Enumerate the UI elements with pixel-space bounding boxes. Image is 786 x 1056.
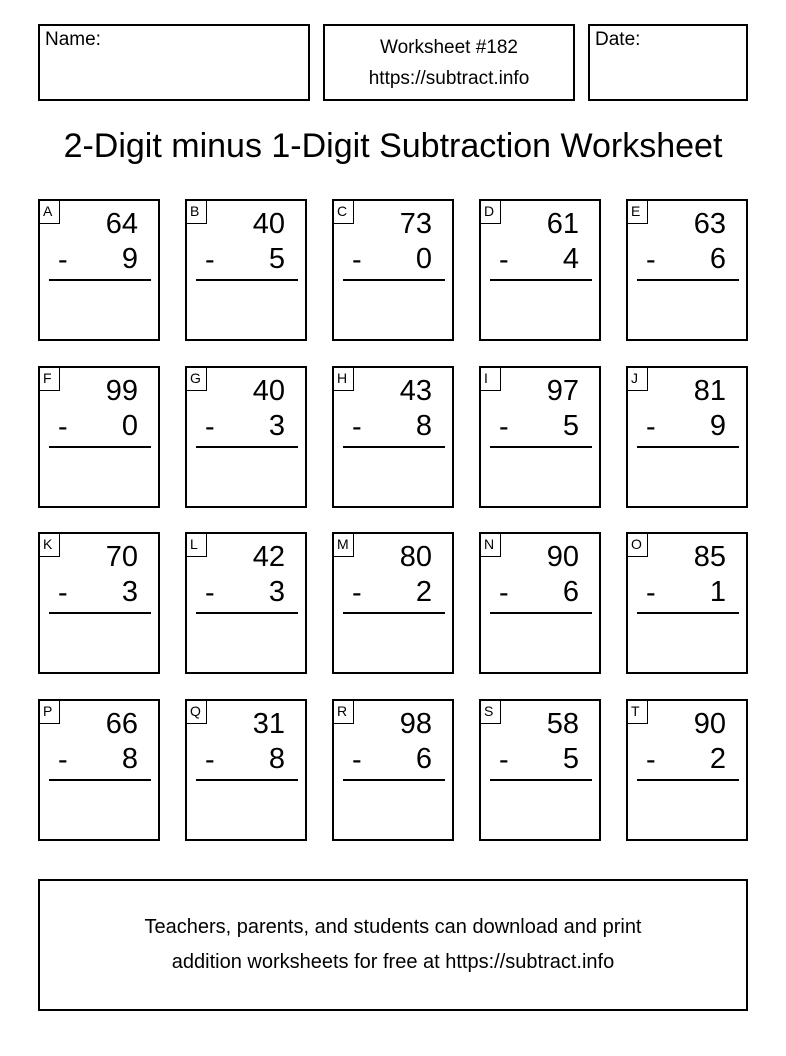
minus-sign: - [646,577,656,609]
minuend: 73 [399,208,432,240]
minuend: 63 [693,208,726,240]
subtrahend: 3 [268,576,285,608]
minus-sign: - [205,244,215,276]
problem-letter: Q [187,701,207,724]
page-title: 2-Digit minus 1-Digit Subtraction Worksheet [63,127,723,165]
subtrahend: 3 [121,576,138,608]
problem-letter: S [481,701,501,724]
subtrahend: 6 [415,743,432,775]
problem-letter: O [628,534,648,557]
footer-line-1: Teachers, parents, and students can download and print [144,916,642,938]
answer-line [637,279,739,281]
subtrahend: 8 [121,743,138,775]
problem-letter: R [334,701,354,724]
problem-letter: K [40,534,60,557]
name-label: Name: [45,29,101,50]
minuend: 58 [546,708,579,740]
problem-letter: B [187,201,207,224]
problem-card [479,366,601,508]
subtrahend: 5 [268,243,285,275]
minuend: 85 [693,541,726,573]
minus-sign: - [205,577,215,609]
answer-line [637,446,739,448]
answer-line [196,779,298,781]
minus-sign: - [646,244,656,276]
minuend: 42 [252,541,285,573]
worksheet-url: https://subtract.info [368,68,530,89]
minuend: 97 [546,375,579,407]
minus-sign: - [352,577,362,609]
footer-box [38,879,748,1011]
answer-line [343,779,445,781]
subtrahend: 2 [415,576,432,608]
minus-sign: - [58,577,68,609]
problem-letter: C [334,201,354,224]
minus-sign: - [58,744,68,776]
minuend: 64 [105,208,138,240]
answer-line [196,612,298,614]
subtrahend: 6 [709,243,726,275]
problem-letter: N [481,534,501,557]
problem-letter: L [187,534,207,557]
answer-line [49,279,151,281]
answer-line [196,446,298,448]
answer-line [343,612,445,614]
minus-sign: - [499,744,509,776]
problem-card [626,699,748,841]
subtrahend: 0 [121,410,138,442]
problem-card [38,366,160,508]
problem-letter: D [481,201,501,224]
problem-letter: J [628,368,648,391]
answer-line [490,279,592,281]
answer-line [49,612,151,614]
minuend: 40 [252,375,285,407]
problem-card [626,532,748,674]
minus-sign: - [352,411,362,443]
problem-letter: A [40,201,60,224]
answer-line [637,779,739,781]
minuend: 66 [105,708,138,740]
date-label: Date: [595,29,641,50]
minuend: 43 [399,375,432,407]
subtrahend: 5 [562,410,579,442]
answer-line [343,446,445,448]
subtrahend: 9 [121,243,138,275]
subtrahend: 9 [709,410,726,442]
problem-card [479,532,601,674]
problem-card [38,699,160,841]
problem-card [38,532,160,674]
problem-card [479,199,601,341]
problem-card [185,366,307,508]
subtrahend: 6 [562,576,579,608]
subtrahend: 3 [268,410,285,442]
subtrahend: 5 [562,743,579,775]
problem-card [332,366,454,508]
minus-sign: - [499,244,509,276]
answer-line [196,279,298,281]
problem-card [185,199,307,341]
worksheet-number: Worksheet #182 [379,37,518,58]
problem-card [626,366,748,508]
problem-card [332,532,454,674]
problem-card [479,699,601,841]
minuend: 40 [252,208,285,240]
minus-sign: - [499,577,509,609]
subtrahend: 2 [709,743,726,775]
problem-card [332,699,454,841]
minuend: 70 [105,541,138,573]
subtrahend: 8 [415,410,432,442]
minus-sign: - [352,744,362,776]
problem-card [185,532,307,674]
subtrahend: 1 [709,576,726,608]
minus-sign: - [205,411,215,443]
problem-letter: H [334,368,354,391]
minus-sign: - [646,744,656,776]
minus-sign: - [499,411,509,443]
problem-card [626,199,748,341]
problem-card [332,199,454,341]
minuend: 99 [105,375,138,407]
minus-sign: - [205,744,215,776]
problem-letter: I [481,368,501,391]
minus-sign: - [646,411,656,443]
problem-letter: F [40,368,60,391]
problem-card [38,199,160,341]
answer-line [637,612,739,614]
minuend: 98 [399,708,432,740]
answer-line [490,779,592,781]
problem-letter: E [628,201,648,224]
minus-sign: - [58,244,68,276]
minus-sign: - [352,244,362,276]
subtrahend: 0 [415,243,432,275]
answer-line [49,779,151,781]
answer-line [49,446,151,448]
minuend: 61 [546,208,579,240]
minus-sign: - [58,411,68,443]
answer-line [343,279,445,281]
answer-line [490,612,592,614]
minuend: 90 [693,708,726,740]
problem-letter: P [40,701,60,724]
problem-letter: M [334,534,354,557]
minuend: 80 [399,541,432,573]
minuend: 31 [252,708,285,740]
minuend: 90 [546,541,579,573]
answer-line [490,446,592,448]
problem-letter: T [628,701,648,724]
minuend: 81 [693,375,726,407]
problem-card [185,699,307,841]
problem-letter: G [187,368,207,391]
subtrahend: 4 [562,243,579,275]
subtrahend: 8 [268,743,285,775]
footer-line-2: addition worksheets for free at https://subtract.info [171,951,615,973]
